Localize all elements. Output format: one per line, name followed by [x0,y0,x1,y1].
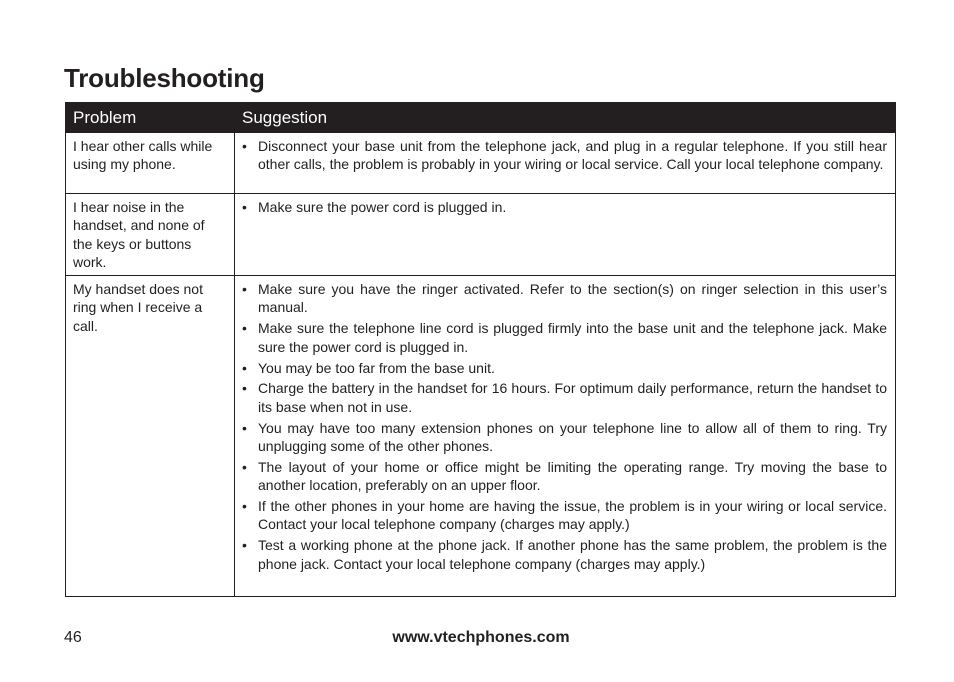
suggestion-item [242,137,887,174]
suggestion-cell [235,276,896,597]
suggestion-item [242,419,887,456]
suggestion-item [242,536,887,573]
suggestion-item [242,359,887,377]
problem-cell: I hear other calls while using my phone. [66,133,235,194]
table-header-row [66,103,896,133]
suggestion-text: Make sure the power cord is plugged in. [258,199,507,215]
bullet-icon: • [242,138,247,154]
suggestion-text: Disconnect your base unit from the telephone jack, and plug in a regular telephone. If you still hear other calls, the problem is probably in your wiring or local service. Call your local telephone company. [258,138,887,173]
page-number: 46 [64,629,82,646]
suggestion-item [242,280,887,317]
suggestion-list [242,137,887,174]
bullet-icon: • [242,359,247,376]
bullet-icon: • [242,199,247,215]
suggestion-item [242,198,887,216]
table-row [66,133,896,194]
suggestion-cell [235,194,896,276]
table-row [66,194,896,276]
suggestion-item [242,497,887,534]
suggestion-column-header: Suggestion [235,103,896,133]
problem-cell: I hear noise in the handset, and none of the keys or buttons work. [66,194,235,276]
bullet-icon: • [242,498,247,515]
suggestion-list [242,280,887,573]
suggestion-cell [235,133,896,194]
suggestion-text: If the other phones in your home are having the issue, the problem is in your wiring or local service. Contact your local telephone company (charges may apply.) [258,498,887,533]
bullet-icon: • [242,419,247,436]
suggestion-text: Charge the battery in the handset for 16 hours. For optimum daily performance, return the handset to its base when not in use. [258,380,887,415]
footer-url: www.vtechphones.com [392,629,570,646]
suggestion-text: You may be too far from the base unit. [258,359,495,376]
bullet-icon: • [242,537,247,554]
troubleshooting-table [65,102,896,597]
suggestion-text: You may have too many extension phones on your telephone line to allow all of them to ring. Try unplugging some of the other phones. [258,419,887,454]
problem-cell: My handset does not ring when I receive a call. [66,276,235,597]
suggestion-list [242,198,887,216]
page-title: Troubleshooting [64,63,265,93]
problem-column-header: Problem [66,103,235,133]
suggestion-text: The layout of your home or office might be limiting the operating range. Try moving the base to another location, preferably on an upper floor. [258,458,887,494]
suggestion-item [242,458,887,495]
suggestion-item [242,379,887,416]
suggestion-text: Make sure the telephone line cord is plugged firmly into the base unit and the telephone jack. Make sure the power cord is plugged in. [258,320,887,355]
suggestion-text: Make sure you have the ringer activated. Refer to the section(s) on ringer selection in this user’s manual. [258,281,887,316]
bullet-icon: • [242,458,247,475]
suggestion-text: Test a working phone at the phone jack. If another phone has the same problem, the problem is the phone jack. Contact your local telephone company (charges may apply.) [258,537,887,572]
bullet-icon: • [242,380,247,397]
table-row [66,276,896,597]
bullet-icon: • [242,320,247,337]
suggestion-item [242,319,887,356]
bullet-icon: • [242,281,247,298]
